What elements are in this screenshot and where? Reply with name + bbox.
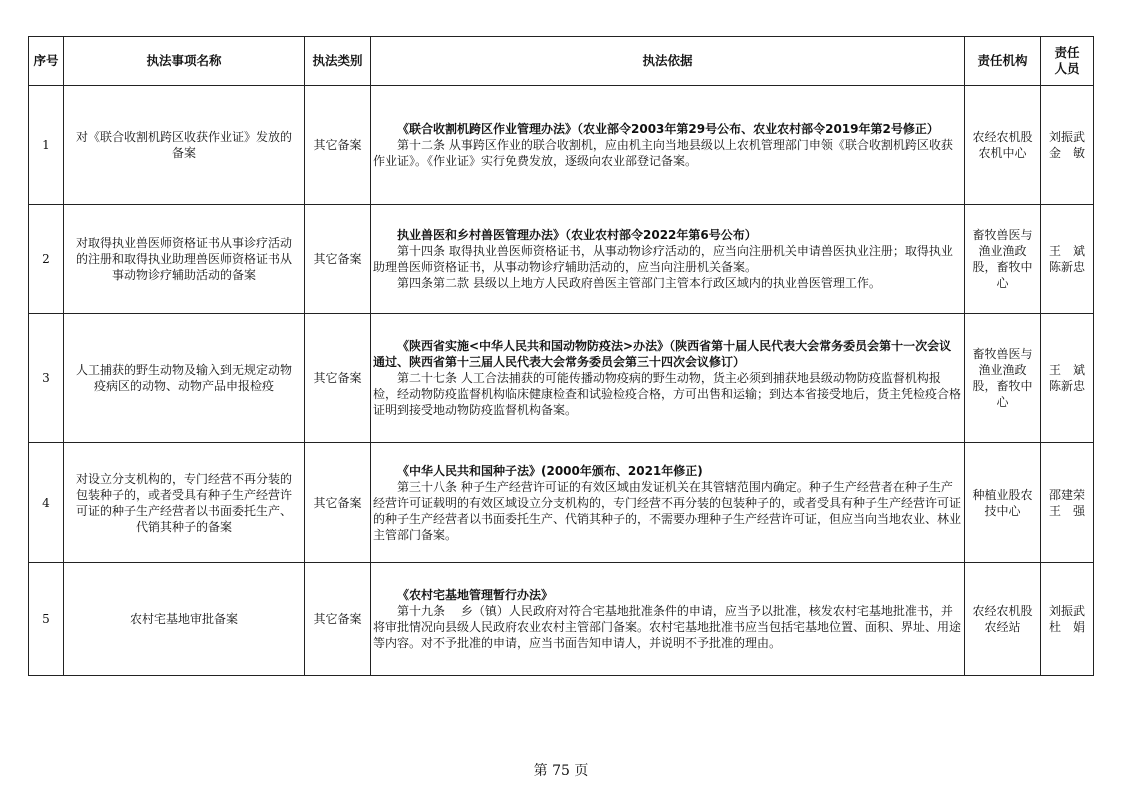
row-type: 其它备案 <box>305 563 371 676</box>
row-item-name: 对取得执业兽医师资格证书从事诊疗活动的注册和取得执业助理兽医师资格证书从事动物诊疗辅助活动的备案 <box>64 205 305 314</box>
header-person: 责任人员 <box>1041 37 1094 86</box>
table-row <box>29 205 1094 314</box>
row-basis <box>371 314 965 443</box>
row-item-name: 农村宅基地审批备案 <box>64 563 305 676</box>
row-no: 1 <box>29 86 64 205</box>
row-no: 3 <box>29 314 64 443</box>
row-org: 畜牧兽医与渔业渔政股，畜牧中心 <box>965 205 1041 314</box>
row-item-name: 对《联合收割机跨区收获作业证》发放的备案 <box>64 86 305 205</box>
header-type: 执法类别 <box>305 37 371 86</box>
basis-title: 执业兽医和乡村兽医管理办法》（农业农村部令2022年第6号公布） <box>397 228 757 242</box>
basis-paragraph: 第三十八条 种子生产经营许可证的有效区域由发证机关在其管辖范围内确定。种子生产经营者在种子生产经营许可证载明的有效区域设立分支机构的，专门经营不再分装的包装种子的，或者受具有种子生产经营许可证的种子生产经营者以书面委托生产、代销其种子的，不需要办理种子生产经营许可证，但应当向当地农业、林业主管部门备案。 <box>373 479 962 542</box>
basis-paragraph: 第二十七条 人工合法捕获的可能传播动物疫病的野生动物，货主必须到捕获地县级动物防疫监督机构报检，经动物防疫监督机构临床健康检查和试验检疫合格，方可出售和运输；到达本省接受地后，货主凭检疫合格证明到接受地动物防疫监督机构备案。 <box>373 371 962 417</box>
enforcement-table <box>28 36 1094 676</box>
row-person: 刘振武 金 敏 <box>1041 86 1094 205</box>
table-row <box>29 563 1094 676</box>
table-row <box>29 443 1094 563</box>
row-basis <box>371 443 965 563</box>
row-org: 畜牧兽医与渔业渔政股，畜牧中心 <box>965 314 1041 443</box>
row-basis <box>371 563 965 676</box>
table-header-row <box>29 37 1094 86</box>
row-org: 种植业股农技中心 <box>965 443 1041 563</box>
basis-paragraph: 第十四条 取得执业兽医师资格证书，从事动物诊疗活动的，应当向注册机关申请兽医执业注册；取得执业助理兽医师资格证书，从事动物诊疗辅助活动的，应当向注册机关备案。 <box>373 244 953 274</box>
row-person: 刘振武 杜 娟 <box>1041 563 1094 676</box>
page-number: 第 75 页 <box>533 763 589 779</box>
header-no: 序号 <box>29 37 64 86</box>
basis-title: 《陕西省实施<中华人民共和国动物防疫法>办法》（陕西省第十届人民代表大会常务委员会第十一次会议通过、陕西省第十三届人民代表大会常务委员会第三十四次会议修订） <box>373 339 952 369</box>
row-org: 农经农机股农机中心 <box>965 86 1041 205</box>
row-no: 2 <box>29 205 64 314</box>
header-org: 责任机构 <box>965 37 1041 86</box>
basis-paragraph: 第十二条 从事跨区作业的联合收割机，应由机主向当地县级以上农机管理部门申领《联合收割机跨区收获作业证》。《作业证》实行免费发放，逐级向农业部登记备案。 <box>373 138 953 168</box>
basis-title: 《农村宅基地管理暂行办法》 <box>397 588 554 602</box>
row-type: 其它备案 <box>305 314 371 443</box>
row-person: 王 斌 陈新忠 <box>1041 314 1094 443</box>
row-basis <box>371 205 965 314</box>
row-org: 农经农机股农经站 <box>965 563 1041 676</box>
row-item-name: 人工捕获的野生动物及输入到无规定动物疫病区的动物、动物产品申报检疫 <box>64 314 305 443</box>
row-person: 邵建荣 王 强 <box>1041 443 1094 563</box>
table-row <box>29 314 1094 443</box>
header-name: 执法事项名称 <box>64 37 305 86</box>
row-person: 王 斌 陈新忠 <box>1041 205 1094 314</box>
row-type: 其它备案 <box>305 205 371 314</box>
row-no: 4 <box>29 443 64 563</box>
header-basis: 执法依据 <box>371 37 965 86</box>
basis-title: 《中华人民共和国种子法》(2000年颁布、2021年修正) <box>397 463 703 478</box>
basis-paragraph: 第十九条 乡（镇）人民政府对符合宅基地批准条件的申请，应当予以批准，核发农村宅基地批准书，并将审批情况向县级人民政府农业农村主管部门备案。农村宅基地批准书应当包括宅基地位置、面积、界址、用途等内容。对不予批准的申请，应当书面告知申请人，并说明不予批准的理由。 <box>373 604 962 650</box>
row-type: 其它备案 <box>305 443 371 563</box>
basis-title: 《联合收割机跨区作业管理办法》（农业部令2003年第29号公布、农业农村部令2019年第2号修正） <box>397 122 939 136</box>
row-item-name: 对设立分支机构的，专门经营不再分装的包装种子的，或者受具有种子生产经营许可证的种子生产经营者以书面委托生产、代销其种子的备案 <box>64 443 305 563</box>
row-basis <box>371 86 965 205</box>
row-type: 其它备案 <box>305 86 371 205</box>
table-row <box>29 86 1094 205</box>
basis-paragraph: 第四条第二款 县级以上地方人民政府兽医主管部门主管本行政区域内的执业兽医管理工作。 <box>397 276 881 290</box>
row-no: 5 <box>29 563 64 676</box>
